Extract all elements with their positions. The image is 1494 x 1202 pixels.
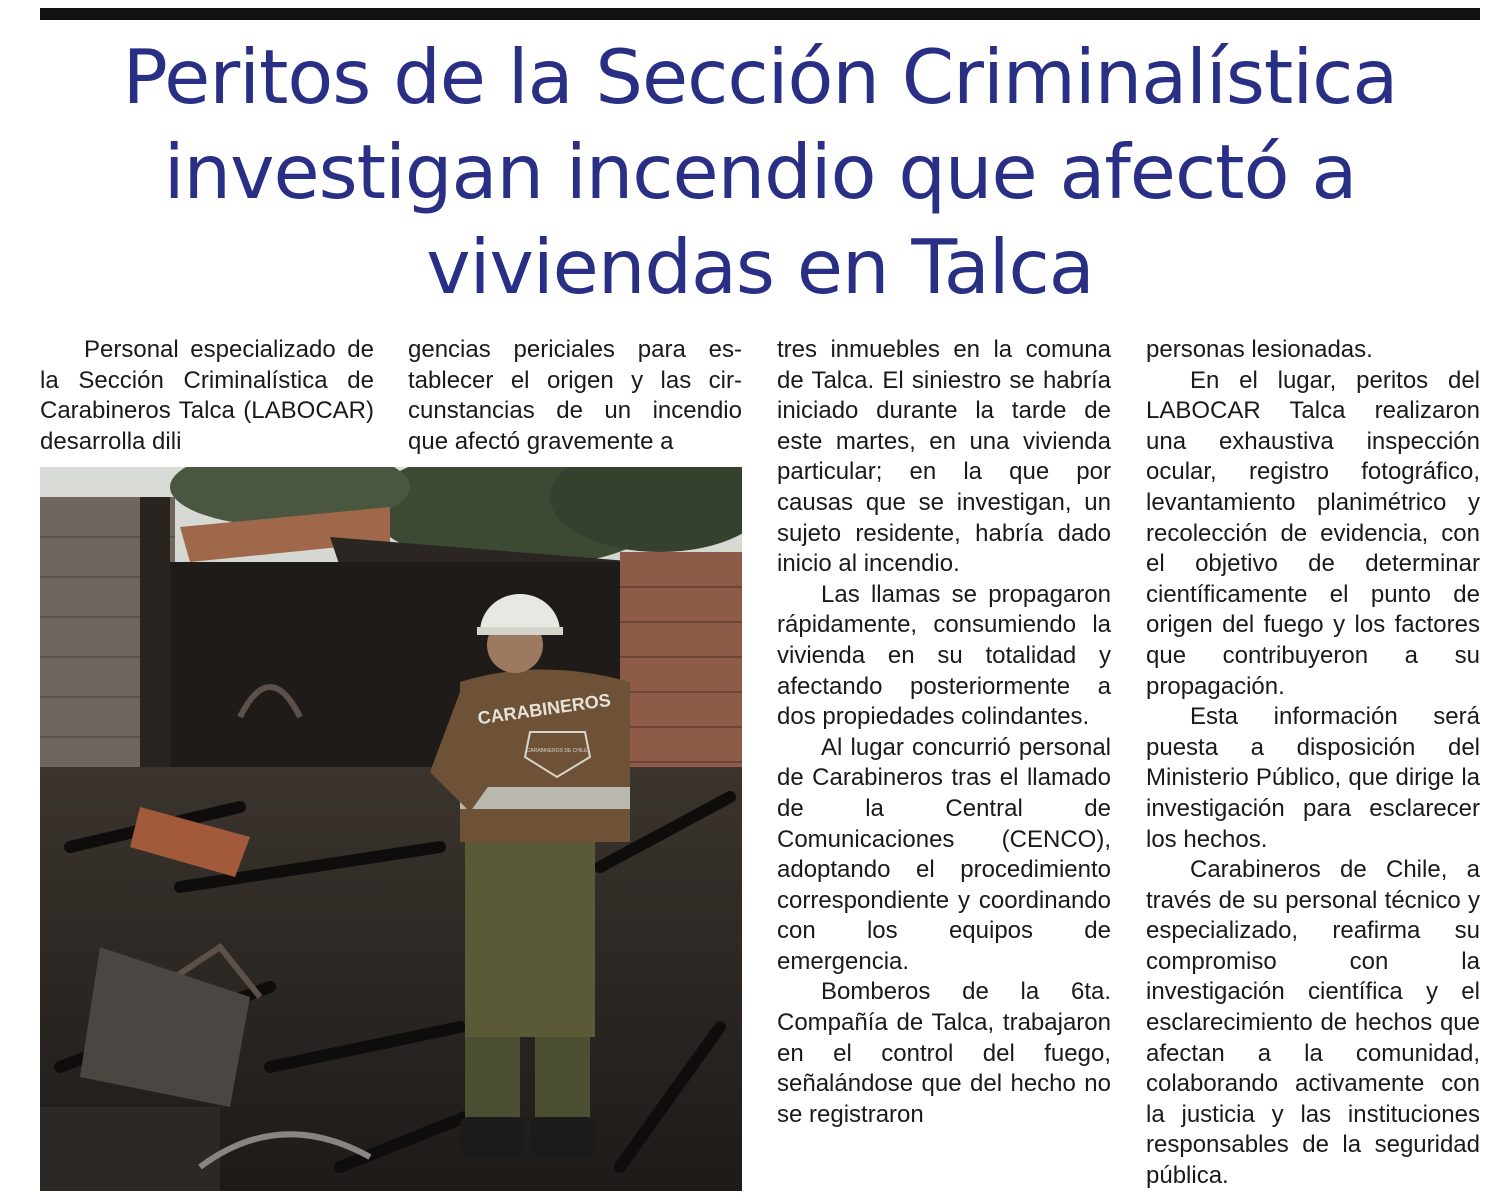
paragraph-5: En el lugar, peritos del LABOCAR Talca realizaron una exhaustiva inspección ocular, registro fotográfico, levantamiento planimétrico y recolección de evidencia, con el objetivo de determinar científicamente el punto de origen del fuego y los factores que contribuyeron a su propagación. — [1146, 366, 1480, 700]
article-column-3 — [777, 335, 1111, 1130]
fire-scene-photo — [40, 467, 742, 1191]
article-column-2 — [408, 335, 742, 457]
headline-line-3: viviendas en Talca — [426, 223, 1094, 311]
headline-line-2: investigan incendio que afectó a — [163, 128, 1357, 216]
paragraph-6: Esta información será puesta a disposición del Ministerio Público, que dirige la investigación para esclarecer los hechos. — [1146, 703, 1480, 853]
paragraph-3: Al lugar concurrió personal de Carabineros tras el llamado de la Central de Comunicaciones (CENCO), adoptando el procedimiento correspondiente y coordinando con los equipos de emergencia. — [777, 733, 1111, 975]
top-rule — [40, 8, 1480, 20]
paragraph-1-part-c: tres inmuebles en la comuna de Talca. El siniestro se habría iniciado durante la tarde de este martes, en una vivienda particular; en la que por causas que se investigan, un sujeto residente, habría dado inicio al incendio. — [777, 336, 1111, 578]
paragraph-1-part-a: Personal especializado de la Sección Criminalística de Carabineros Talca (LABOCAR) desarrolla dili — [40, 336, 374, 455]
paragraph-7: Carabineros de Chile, a través de su personal técnico y especializado, reafirma su compromiso con la investigación científica y el esclarecimiento de hechos que afectan a la comunidad, colaborando activamente con la justicia y las instituciones responsables de la seguridad pública. — [1146, 856, 1480, 1190]
vest-text: CARABINEROS — [476, 689, 612, 729]
article-column-4 — [1146, 335, 1480, 1192]
paragraph-1-part-b: gencias periciales para establecer el origen y las circunstancias de un incendio que afectó gravemente a — [408, 336, 742, 455]
paragraph-4-part-b: personas lesionadas. — [1146, 336, 1373, 363]
vest-badge-text: CARABINEROS DE CHILE — [526, 748, 588, 754]
headline-line-1: Peritos de la Sección Criminalística — [122, 33, 1398, 121]
article-column-1 — [40, 335, 374, 457]
headline — [40, 30, 1480, 315]
paragraph-2: Las llamas se propagaron rápidamente, consumiendo la vivienda en su totalidad y afectando posteriormente a dos propiedades colindantes. — [777, 580, 1111, 731]
paragraph-4-part-a: Bomberos de la 6ta. Compañía de Talca, trabajaron en el control del fuego, señalándose que del hecho no se registraron — [777, 978, 1111, 1128]
photo-illustration — [40, 467, 742, 1191]
